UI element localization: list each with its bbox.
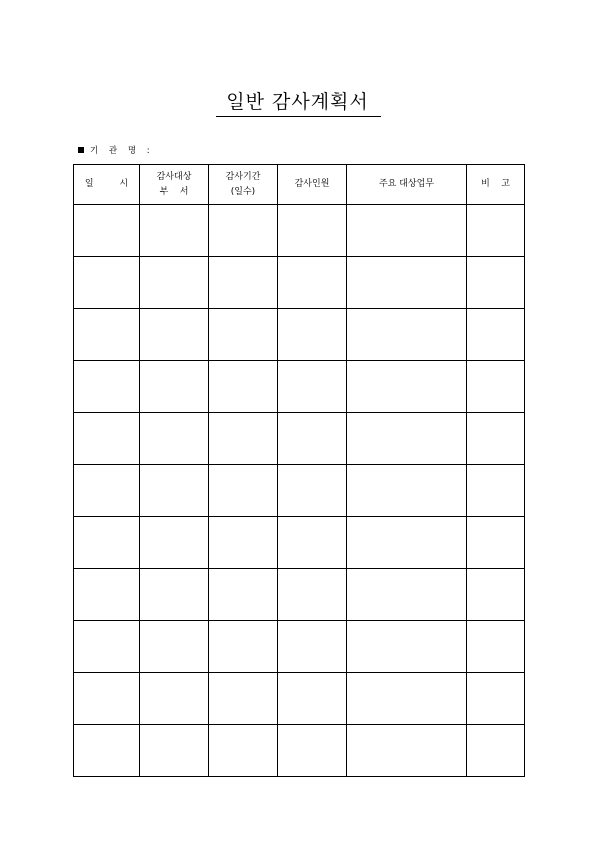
table-row [74,621,525,673]
header-remarks-label: 비 고 [481,179,510,189]
cell-audit-period[interactable] [209,569,278,621]
cell-date[interactable] [74,205,140,257]
cell-date[interactable] [74,725,140,777]
cell-auditors[interactable] [278,413,347,465]
document-title: 일반 감사계획서 [226,91,369,113]
cell-target-department[interactable] [140,673,209,725]
cell-remarks[interactable] [467,413,525,465]
header-target-department [140,165,209,205]
header-auditors [278,165,347,205]
cell-audit-period[interactable] [209,309,278,361]
cell-audit-period[interactable] [209,257,278,309]
cell-audit-period[interactable] [209,673,278,725]
cell-date[interactable] [74,465,140,517]
cell-audit-period[interactable] [209,413,278,465]
cell-main-tasks[interactable] [347,205,467,257]
cell-auditors[interactable] [278,725,347,777]
header-audit-period [209,165,278,205]
organization-label: 기 관 명 : [90,146,154,156]
cell-auditors[interactable] [278,465,347,517]
cell-audit-period[interactable] [209,465,278,517]
cell-auditors[interactable] [278,569,347,621]
header-target-department-line1: 감사대상 [156,171,192,182]
cell-remarks[interactable] [467,465,525,517]
header-main-tasks-label: 주요 대상업무 [378,179,435,189]
cell-remarks[interactable] [467,309,525,361]
cell-main-tasks[interactable] [347,361,467,413]
cell-auditors[interactable] [278,309,347,361]
cell-target-department[interactable] [140,361,209,413]
header-date [74,165,140,205]
cell-main-tasks[interactable] [347,621,467,673]
table-row [74,257,525,309]
cell-target-department[interactable] [140,413,209,465]
cell-main-tasks[interactable] [347,257,467,309]
table-row [74,725,525,777]
cell-remarks[interactable] [467,725,525,777]
cell-date[interactable] [74,517,140,569]
cell-date[interactable] [74,257,140,309]
table-row [74,465,525,517]
cell-auditors[interactable] [278,673,347,725]
cell-auditors[interactable] [278,361,347,413]
cell-remarks[interactable] [467,673,525,725]
cell-date[interactable] [74,309,140,361]
cell-main-tasks[interactable] [347,517,467,569]
cell-target-department[interactable] [140,725,209,777]
header-date-label: 일 시 [84,179,129,189]
table-row [74,517,525,569]
cell-date[interactable] [74,621,140,673]
cell-auditors[interactable] [278,517,347,569]
cell-main-tasks[interactable] [347,725,467,777]
header-target-department-line2: 부 서 [159,186,189,197]
cell-main-tasks[interactable] [347,309,467,361]
cell-target-department[interactable] [140,205,209,257]
cell-audit-period[interactable] [209,205,278,257]
cell-main-tasks[interactable] [347,465,467,517]
cell-target-department[interactable] [140,569,209,621]
cell-main-tasks[interactable] [347,413,467,465]
cell-auditors[interactable] [278,205,347,257]
table-body [74,205,525,777]
cell-target-department[interactable] [140,465,209,517]
header-row [74,165,525,205]
cell-main-tasks[interactable] [347,673,467,725]
cell-remarks[interactable] [467,569,525,621]
audit-plan-table [73,164,525,777]
cell-audit-period[interactable] [209,361,278,413]
cell-remarks[interactable] [467,621,525,673]
header-remarks [467,165,525,205]
cell-date[interactable] [74,569,140,621]
table-row [74,361,525,413]
cell-target-department[interactable] [140,517,209,569]
cell-target-department[interactable] [140,621,209,673]
cell-date[interactable] [74,673,140,725]
table-row [74,413,525,465]
cell-remarks[interactable] [467,257,525,309]
cell-remarks[interactable] [467,361,525,413]
cell-audit-period[interactable] [209,517,278,569]
cell-date[interactable] [74,413,140,465]
header-audit-period-line1: 감사기간 [225,171,261,182]
cell-target-department[interactable] [140,309,209,361]
bullet-square-icon [78,147,84,153]
header-audit-period-line2: (일수) [230,186,256,197]
cell-target-department[interactable] [140,257,209,309]
header-auditors-label: 감사인원 [294,179,330,189]
cell-remarks[interactable] [467,205,525,257]
cell-auditors[interactable] [278,257,347,309]
cell-auditors[interactable] [278,621,347,673]
cell-main-tasks[interactable] [347,569,467,621]
table-row [74,673,525,725]
table-row [74,309,525,361]
cell-remarks[interactable] [467,517,525,569]
table-row [74,205,525,257]
header-main-tasks [347,165,467,205]
table-row [74,569,525,621]
cell-date[interactable] [74,361,140,413]
organization-line [78,145,154,157]
title-underline [216,116,381,117]
cell-audit-period[interactable] [209,621,278,673]
cell-audit-period[interactable] [209,725,278,777]
